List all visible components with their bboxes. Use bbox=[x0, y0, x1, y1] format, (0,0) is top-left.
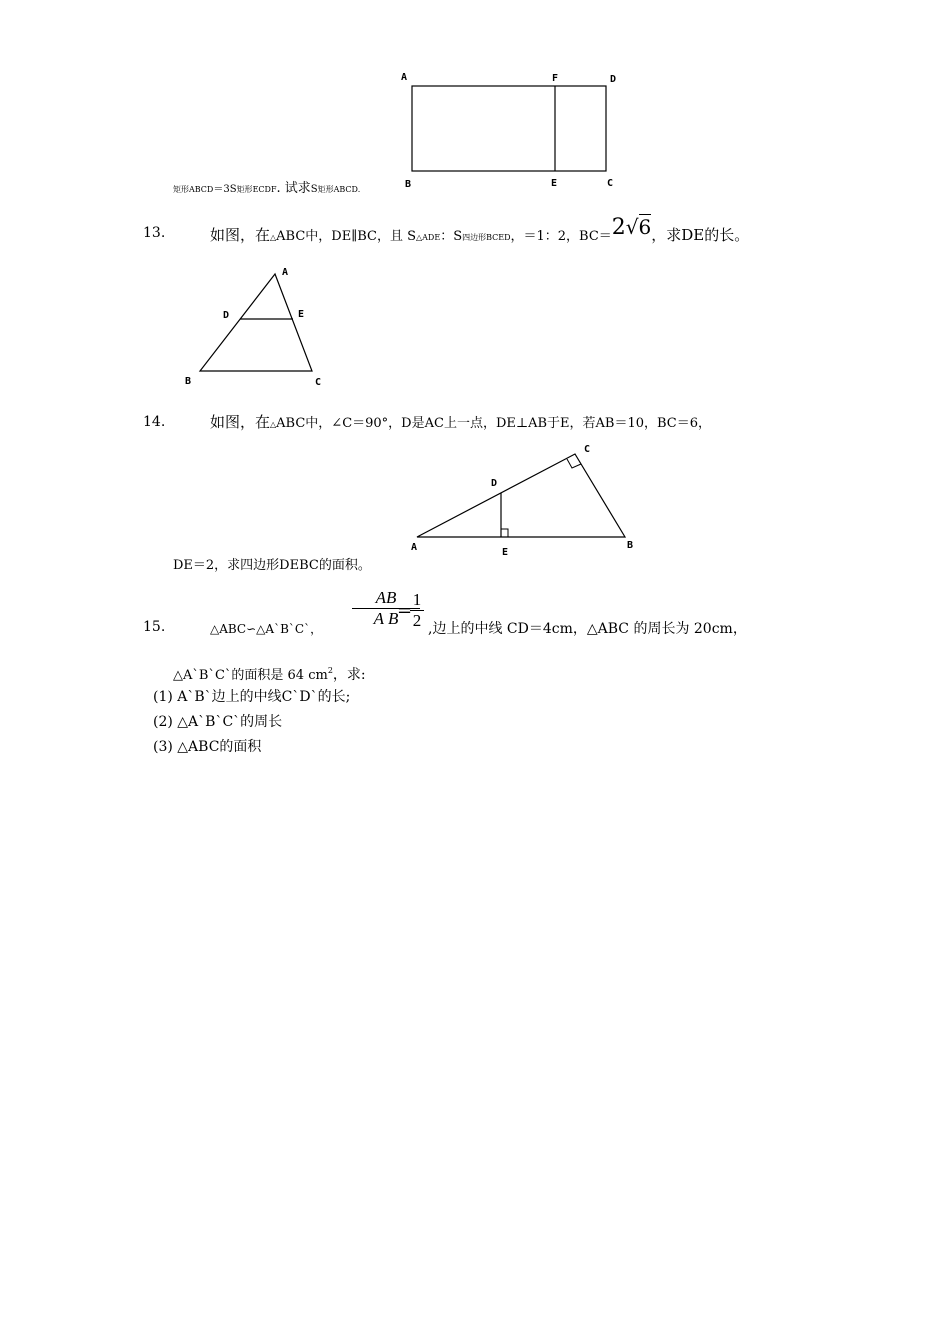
rect-label: 矩形 bbox=[173, 185, 189, 194]
q15-similar-text: △ABC∽△A`B`C`， bbox=[210, 622, 323, 636]
label-c: C bbox=[607, 178, 614, 189]
q13-coefficient: 2 bbox=[611, 215, 626, 240]
q13-sub-ade: △ADE bbox=[416, 233, 441, 242]
label-d: D bbox=[223, 310, 230, 321]
rectangle-figure bbox=[395, 65, 635, 195]
question-15-item-1: (1) A`B`边上的中线C`D`的长; bbox=[153, 689, 351, 705]
q15-part3: △A`B`C`的面积是 64 cm bbox=[173, 668, 328, 683]
label-d: D bbox=[610, 74, 617, 85]
q15-superscript: 2 bbox=[327, 666, 333, 675]
half-numerator: 1 bbox=[412, 590, 422, 609]
question-15-item-2: (2) △A`B`C`的周长 bbox=[153, 714, 283, 730]
question-15-text-cont bbox=[173, 661, 366, 686]
fraction-one-half bbox=[410, 590, 424, 631]
equals-3s: ＝3S bbox=[213, 184, 237, 195]
question-14-text bbox=[210, 412, 711, 435]
q14-part1: 如图，在 bbox=[210, 413, 271, 431]
try-find: . 试求 bbox=[276, 181, 311, 196]
half-denominator: 2 bbox=[410, 610, 424, 631]
triangle-symbol: △ bbox=[270, 420, 277, 429]
q13-radicand: 6 bbox=[638, 215, 652, 239]
label-a: A bbox=[401, 72, 408, 83]
question-13-number: 13. bbox=[143, 225, 166, 241]
question-15-text bbox=[428, 618, 747, 639]
question-15-number: 15. bbox=[143, 619, 166, 635]
frac-numerator: AB bbox=[375, 588, 397, 607]
q15-part2: ,边上的中线 CD＝4cm，△ABC 的周长为 20cm， bbox=[428, 621, 747, 637]
q13-part1: 如图，在 bbox=[210, 226, 271, 244]
rect-sub-3: ABCD bbox=[333, 185, 358, 194]
q13-part5: ，求DE的长。 bbox=[651, 226, 750, 244]
right-angle-e bbox=[501, 529, 508, 537]
label-b: B bbox=[405, 179, 412, 190]
right-triangle-figure bbox=[405, 440, 645, 565]
rect-label-3: 矩形 bbox=[317, 185, 334, 194]
label-a: A bbox=[282, 267, 289, 278]
label-a: A bbox=[411, 542, 418, 553]
q13-part4: ，＝1：2，BC＝ bbox=[510, 229, 612, 244]
label-c: C bbox=[584, 444, 591, 455]
s-symbol: S bbox=[310, 184, 318, 195]
label-d: D bbox=[491, 478, 498, 489]
label-b: B bbox=[627, 540, 634, 551]
rectangle-abcd bbox=[412, 86, 606, 171]
label-f: F bbox=[552, 73, 559, 84]
q15-part4: ，求: bbox=[332, 667, 366, 683]
label-e: E bbox=[298, 309, 305, 320]
period: . bbox=[357, 185, 361, 194]
q13-sub-bced: 四边形BCED bbox=[462, 233, 511, 242]
label-b: B bbox=[185, 376, 192, 387]
problem-12-text bbox=[173, 177, 360, 200]
equals-sign: = bbox=[397, 600, 413, 621]
q13-part2: ABC中，DE∥BC，且 S bbox=[276, 229, 416, 244]
question-14-number: 14. bbox=[143, 414, 166, 430]
triangle-abc bbox=[200, 274, 312, 371]
frac-denominator: A B bbox=[352, 608, 420, 629]
sqrt-icon: √ bbox=[625, 215, 639, 239]
rect-label-2: 矩形 bbox=[236, 185, 253, 194]
question-13-text bbox=[210, 215, 750, 248]
triangle-abc bbox=[417, 454, 625, 537]
q14-part3: DE＝2，求四边形DEBC的面积。 bbox=[173, 558, 371, 573]
label-c: C bbox=[315, 377, 322, 388]
question-15-similar bbox=[210, 618, 322, 639]
q14-part2: ABC中，∠C＝90°，D是AC上一点，DE⊥AB于E，若AB＝10，BC＝6， bbox=[276, 416, 712, 431]
label-e: E bbox=[502, 547, 509, 558]
q13-part3: ：S bbox=[440, 229, 463, 244]
question-14-text-cont bbox=[173, 554, 371, 576]
label-e: E bbox=[551, 178, 558, 189]
triangle-ade-figure bbox=[180, 260, 340, 395]
question-15-item-3: (3) △ABC的面积 bbox=[153, 739, 262, 755]
rect-sub: ABCD bbox=[189, 185, 214, 194]
rect-sub-2: ECDF bbox=[252, 185, 277, 194]
triangle-symbol: △ bbox=[270, 233, 277, 242]
